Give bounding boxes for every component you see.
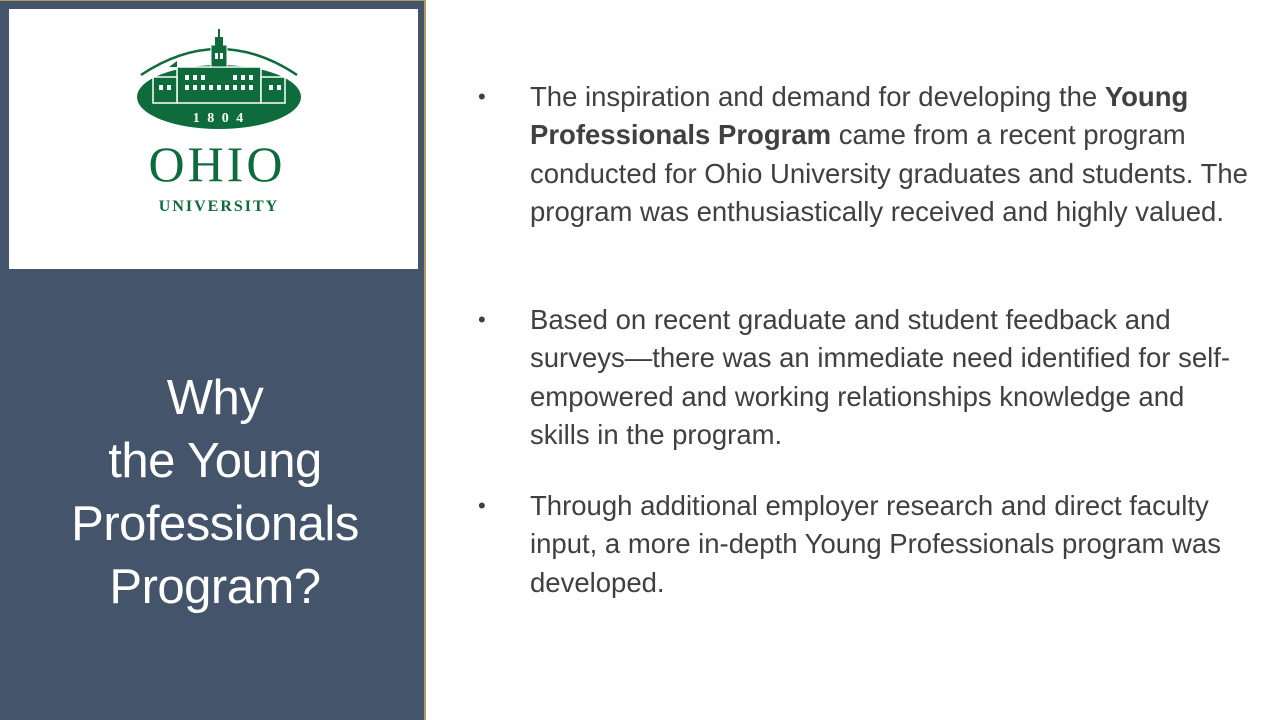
bullet-text: Based on recent graduate and student feedback and surveys—there was an immediate need identified for self-empowered and working relationships knowledge and skills in the program.	[530, 304, 1231, 451]
logo-subname: UNIVERSITY	[158, 198, 280, 214]
ohio-university-logo	[129, 29, 309, 214]
bullet-text-post: came from a recent program conducted for Ohio University graduates and students. The program was enthusiastically received and highly valued.	[530, 119, 1248, 228]
left-panel	[0, 0, 426, 720]
bullet-dot: •	[478, 307, 486, 332]
bullet-dot: •	[478, 493, 486, 518]
logo-year: 1 8 0 4	[192, 111, 246, 126]
panel-title-line: the Young	[108, 434, 322, 488]
panel-title-line: Professionals	[71, 497, 359, 551]
panel-title-line: Why	[166, 371, 264, 425]
bullet-text-bold: Young Professionals Program	[530, 81, 1189, 151]
bullet-text: Through additional employer research and direct faculty input, a more in-depth Young Professionals program was developed.	[530, 490, 1221, 598]
panel-title	[0, 367, 430, 619]
bullet-dot: •	[478, 84, 486, 109]
panel-title-line: Program?	[109, 560, 321, 614]
logo-name: OHIO	[148, 136, 286, 192]
bullet-text-pre: The inspiration and demand for developing the	[530, 81, 1105, 112]
logo-box	[9, 9, 418, 269]
bullet-text	[530, 78, 1250, 232]
